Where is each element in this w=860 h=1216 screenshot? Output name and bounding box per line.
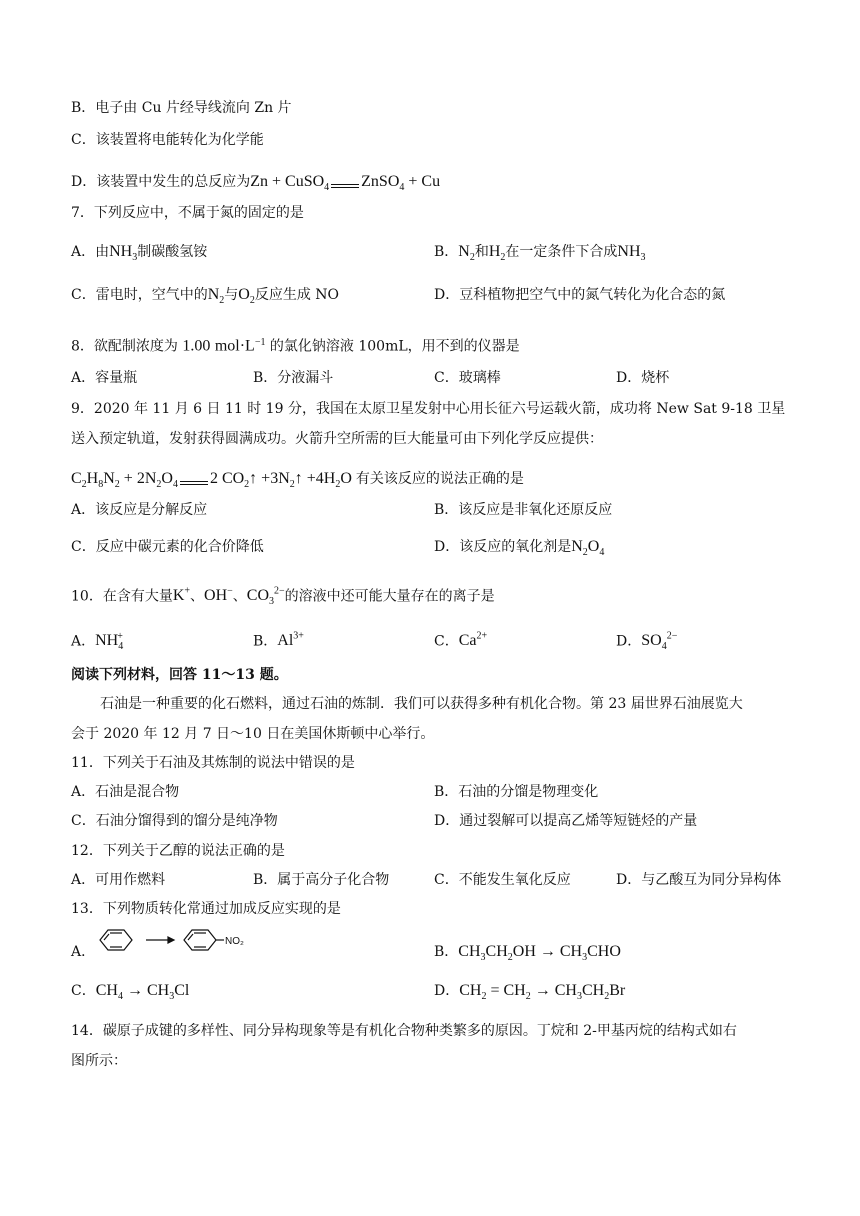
q11-option-a: A．石油是混合物 (71, 784, 180, 800)
q8-stem: 8．欲配制浓度为 1.00 $mol\cdot L^{-1}$ 的氯化钠溶液 100mL，用不到的仪器是 (71, 337, 520, 355)
q11-option-b: B．石油的分馏是物理变化 (434, 784, 599, 800)
benzene-ring-icon (100, 930, 132, 950)
q8-option-b: B．分液漏斗 (253, 370, 334, 386)
q11-option-c: C．石油分馏得到的馏分是纯净物 (71, 813, 278, 829)
q12-stem: 12．下列关于乙醇的说法正确的是 (71, 843, 285, 859)
q7-stem: 7．下列反应中，不属于氮的固定的是 (71, 205, 304, 221)
q6-option-b: B．电子由 Cu 片经导线流向 Zn 片 (71, 100, 292, 116)
q8-option-c: C．玻璃棒 (434, 370, 501, 386)
q9-option-c: C．反应中碳元素的化合价降低 (71, 539, 264, 555)
q11-stem: 11．下列关于石油及其炼制的说法中错误的是 (71, 755, 355, 771)
q10-option-d: D．$SO_4^{2-}$ (616, 631, 678, 653)
reading-paragraph-line2: 会于 2020 年 12 月 7 日～10 日在美国休斯顿中心举行。 (71, 726, 435, 742)
q8-option-d: D．烧杯 (616, 370, 670, 386)
q10-option-c: C．$Ca^{2+}$ (434, 631, 488, 650)
q13-option-d: D．$CH_2 = CH_2 \to CH_3CH_2Br$ (434, 982, 626, 1003)
q7-option-d: D．豆科植物把空气中的氮气转化为化合态的氮 (434, 287, 726, 303)
arrow-icon (146, 937, 174, 943)
q7-option-c: C．雷电时，空气中的$N_2$与$O_2$反应生成 NO (71, 286, 340, 307)
q8-option-a: A．容量瓶 (71, 370, 138, 386)
q9-equation: $C_2H_8N_2 + 2N_2O_4$ 2 $CO_2↑$ $+3N_2↑ +4H_2O$ 有关该反应的说法正确的是 (71, 470, 524, 491)
q11-option-d: D．通过裂解可以提高乙烯等短链烃的产量 (434, 813, 698, 829)
q9-option-d: D．该反应的氧化剂是$N_2O_4$ (434, 538, 605, 559)
q12-option-b: B．属于高分子化合物 (253, 872, 390, 888)
q9-stem-line1: 9．2020 年 11 月 6 日 11 时 19 分，我国在太原卫星发射中心用长征六号运载火箭，成功将 New Sat 9-18 卫星 (71, 401, 786, 417)
q14-stem-line2: 图所示： (71, 1053, 127, 1069)
equals-sign (329, 175, 361, 189)
nitrobenzene-ring-icon (184, 930, 224, 950)
q12-option-d: D．与乙酸互为同分异构体 (616, 872, 782, 888)
q14-stem-line1: 14．碳原子成键的多样性、同分异构现象等是有机化合物种类繁多的原因。丁烷和 2-甲基丙烷的结构式如右 (71, 1023, 737, 1039)
q10-option-b: B．$Al^{3+}$ (253, 631, 304, 650)
q9-option-b: B．该反应是非氧化还原反应 (434, 502, 613, 518)
q9-option-a: A．该反应是分解反应 (71, 502, 208, 518)
q13-option-a: A． (71, 944, 96, 960)
nitro-group-label: NO₂ (225, 936, 244, 947)
q12-option-a: A．可用作燃料 (71, 872, 166, 888)
reading-paragraph-line1: 石油是一种重要的化石燃料，通过石油的炼制．我们可以获得多种有机化合物。第 23 届世界石油展览大 (100, 696, 743, 712)
reading-title: 阅读下列材料，回答 11～13 题。 (71, 667, 288, 683)
q10-option-a: A．$NH_4^+$ (71, 631, 124, 653)
q10-stem: 10．在含有大量K+、OH−、$CO_3^{2-}$的溶液中还可能大量存在的离子是 (71, 586, 495, 608)
q9-stem-line2: 送入预定轨道，发射获得圆满成功。火箭升空所需的巨大能量可由下列化学反应提供： (71, 431, 603, 447)
q13-option-b: B．$CH_3CH_2OH \to CH_3CHO$ (434, 943, 621, 964)
q6-option-d: D．该装置中发生的总反应为Zn + CuSO$_4$ ZnSO$_4$ + Cu (71, 173, 441, 194)
q7-option-b: B．$N_2$和$H_2$在一定条件下合成$NH_3$ (434, 243, 646, 264)
benzene-to-nitrobenzene-diagram (94, 925, 264, 955)
q12-option-c: C．不能发生氧化反应 (434, 872, 571, 888)
q13-option-c: C．$CH_4 \to CH_3Cl$ (71, 982, 190, 1003)
q13-stem: 13．下列物质转化常通过加成反应实现的是 (71, 901, 341, 917)
q6-option-c: C．该装置将电能转化为化学能 (71, 132, 264, 148)
q7-option-a: A．由$NH_3$制碳酸氢铵 (71, 243, 208, 264)
